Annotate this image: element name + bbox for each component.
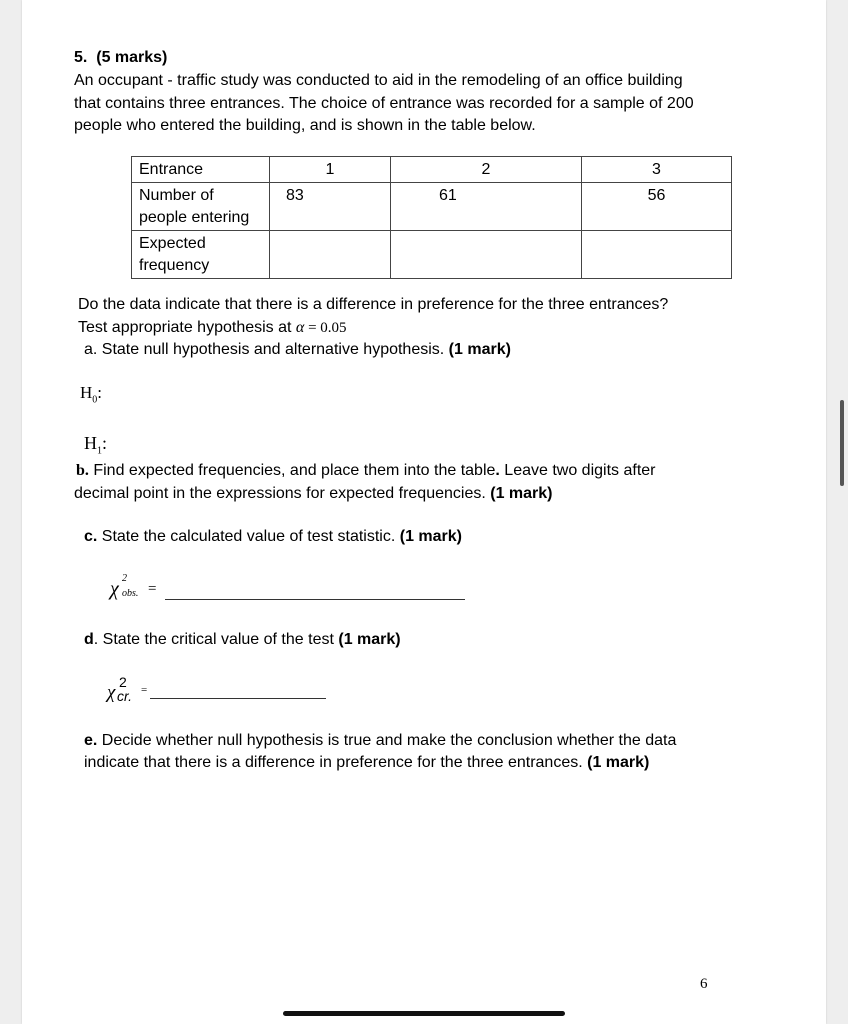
part-c <box>84 526 462 549</box>
chi-cr-subscript: cr. <box>117 688 133 704</box>
intro-line-1: An occupant - traffic study was conducted to aid in the remodeling of an office building <box>74 72 683 89</box>
table-cell-entrance-1: 1 <box>270 157 391 183</box>
table-cell-people-label <box>132 182 270 230</box>
part-b-mark: (1 mark) <box>490 485 553 502</box>
h0-subscript: 0 <box>92 394 98 406</box>
prompt-line-2-text: Test appropriate hypothesis at <box>78 319 296 336</box>
part-d-mark: (1 mark) <box>338 631 401 648</box>
part-b-line-2-text: decimal point in the expressions for expected frequencies. <box>74 485 491 502</box>
people-label-line-1: Number of <box>139 186 214 204</box>
table-cell-entrance-label: Entrance <box>132 157 270 183</box>
table-cell-entrance-3: 3 <box>582 157 732 183</box>
expected-label-line-1: Expected <box>139 234 206 252</box>
part-e-line-2-text: indicate that there is a difference in preference for the three entrances. <box>84 754 588 771</box>
table-cell-expected-3[interactable] <box>582 230 732 278</box>
part-b-line-2 <box>74 483 552 506</box>
chi-cr-symbol <box>107 682 115 704</box>
h1-colon: : <box>102 433 108 453</box>
part-b-dot: . <box>495 462 500 479</box>
part-a-text: a. State null hypothesis and alternative hypothesis. <box>84 341 449 358</box>
table-cell-expected-label <box>132 230 270 278</box>
h1-subscript: 1 <box>97 445 102 457</box>
table-row-people <box>132 182 732 230</box>
question-marks: (5 marks) <box>96 49 168 66</box>
chi-obs-subscript: obs. <box>122 588 139 599</box>
alternative-hypothesis-label <box>84 433 107 457</box>
part-e-label: e. <box>84 732 98 749</box>
table-cell-expected-2[interactable] <box>391 230 582 278</box>
alpha-symbol: α <box>295 319 305 336</box>
chi-obs-answer-line[interactable] <box>165 599 465 600</box>
people-label-line-2: people entering <box>139 209 250 226</box>
table-row-expected <box>132 230 732 278</box>
chi-cr-answer-line[interactable] <box>150 698 326 699</box>
part-a-mark: (1 mark) <box>448 341 511 358</box>
table-cell-people-2: 61 <box>391 182 582 230</box>
intro-line-2: that contains three entrances. The choice of entrance was recorded for a sample of 200 <box>74 95 694 112</box>
part-d-text: . State the critical value of the test <box>93 631 339 648</box>
home-indicator-bar[interactable] <box>283 1011 565 1016</box>
h1-letter: H <box>84 433 97 453</box>
intro-line-3: people who entered the building, and is shown in the table below. <box>74 117 536 134</box>
part-c-text: State the calculated value of test statistic. <box>97 528 400 545</box>
h0-letter: H <box>80 383 93 402</box>
alpha-value: = 0.05 <box>304 320 347 336</box>
frequency-table <box>131 156 732 279</box>
part-a <box>84 339 511 362</box>
question-number: 5. <box>74 49 88 66</box>
prompt-line-1: Do the data indicate that there is a difference in preference for the three entrances? <box>78 296 669 313</box>
part-d <box>84 629 401 652</box>
document-page <box>22 0 826 1024</box>
chi-cr-superscript: 2 <box>119 674 127 690</box>
table-cell-people-3: 56 <box>582 182 732 230</box>
chi-obs-equals: = <box>148 581 157 597</box>
chi-cr-letter: χ <box>107 682 116 703</box>
part-e-line-1 <box>84 730 676 753</box>
chi-cr-equals: = <box>141 684 148 696</box>
prompt-line-2 <box>78 317 347 340</box>
part-c-mark: (1 mark) <box>399 528 462 545</box>
part-e-line-2 <box>84 752 649 775</box>
part-b-line-1 <box>76 460 655 483</box>
part-e-text: Decide whether null hypothesis is true and make the conclusion whether the data <box>97 732 677 749</box>
table-cell-entrance-2: 2 <box>391 157 582 183</box>
question-heading <box>74 47 167 70</box>
chi-obs-letter: χ <box>110 578 119 600</box>
chi-obs-symbol <box>110 578 119 601</box>
part-c-label: c. <box>84 528 98 545</box>
part-b-text: Find expected frequencies, and place them into the table <box>88 462 496 479</box>
table-cell-expected-1[interactable] <box>270 230 391 278</box>
h0-colon: : <box>97 383 103 402</box>
scroll-indicator[interactable] <box>840 400 844 486</box>
null-hypothesis-label <box>80 383 102 405</box>
expected-label-line-2: frequency <box>139 257 210 274</box>
table-cell-people-1: 83 <box>270 182 391 230</box>
part-d-label: d <box>84 631 94 648</box>
chi-obs-superscript: 2 <box>122 573 127 584</box>
part-b-text-end: Leave two digits after <box>499 462 656 479</box>
page-number: 6 <box>700 976 708 992</box>
part-b-label: b. <box>76 462 89 479</box>
table-row-header <box>132 157 732 183</box>
part-e-mark: (1 mark) <box>587 754 650 771</box>
